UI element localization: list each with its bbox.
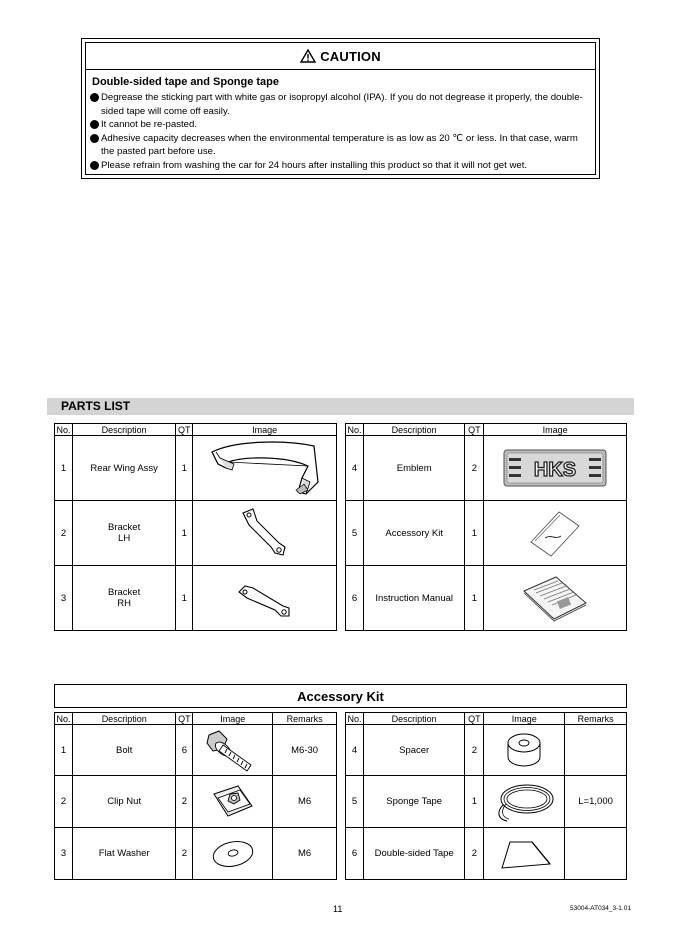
row-image [193, 566, 337, 631]
row-qt: 2 [465, 725, 484, 776]
col-image: Image [193, 424, 337, 436]
row-image [484, 776, 565, 828]
row-image [484, 436, 627, 501]
row-description: Clip Nut [72, 776, 175, 828]
row-image [484, 501, 627, 566]
row-description: Emblem [363, 436, 464, 501]
row-no: 1 [55, 725, 73, 776]
parts-list-title: PARTS LIST [61, 399, 131, 413]
table-row [346, 776, 627, 828]
row-qt: 1 [176, 566, 193, 631]
row-qt: 1 [176, 501, 193, 566]
bullet-icon [90, 161, 99, 170]
bracket-lh-icon [235, 507, 295, 559]
table-row [346, 436, 627, 501]
row-qt: 2 [465, 436, 484, 501]
row-no: 5 [346, 501, 364, 566]
bag-icon [527, 508, 583, 558]
col-qt: QT [176, 713, 193, 725]
table-row [55, 436, 337, 501]
row-no: 2 [55, 501, 73, 566]
spacer-icon [502, 729, 546, 771]
row-qt: 1 [465, 501, 484, 566]
accessory-table-left [54, 712, 337, 880]
col-qt: QT [465, 713, 484, 725]
col-qt: QT [176, 424, 193, 436]
table-row [55, 501, 337, 566]
table-row [55, 725, 337, 776]
table-row [346, 725, 627, 776]
col-no: No. [347, 713, 362, 724]
sponge-tape-icon [489, 777, 559, 827]
row-no: 2 [55, 776, 73, 828]
row-remarks [565, 725, 627, 776]
row-qt: 6 [176, 725, 193, 776]
caution-box [81, 38, 600, 179]
caution-header [86, 43, 595, 70]
manual-icon [520, 573, 590, 623]
bullet-icon [90, 93, 99, 102]
col-remarks: Remarks [273, 713, 337, 725]
row-description: Spacer [363, 725, 464, 776]
emblem-text: HKS [534, 459, 577, 481]
bolt-icon [203, 727, 263, 773]
row-qt: 1 [176, 436, 193, 501]
row-no: 3 [55, 828, 73, 880]
row-qt: 2 [465, 828, 484, 880]
row-qt: 1 [465, 566, 484, 631]
col-image: Image [484, 713, 565, 725]
caution-item: It cannot be re-pasted. [90, 118, 589, 132]
table-row [55, 828, 337, 880]
row-description: Bracket LH [72, 501, 175, 566]
caution-item: Degrease the sticking part with white gas or isopropyl alcohol (IPA). If you do not degrease it properly, the double-sided tape will come off easily. [90, 91, 589, 118]
accessory-kit-title: Accessory Kit [54, 684, 627, 708]
washer-icon [208, 836, 258, 872]
table-row [55, 776, 337, 828]
row-description: Sponge Tape [363, 776, 464, 828]
clip-nut-icon [208, 782, 258, 822]
caution-subtitle: Double-sided tape and Sponge tape [92, 76, 280, 88]
row-remarks: M6 [273, 776, 337, 828]
table-row [346, 828, 627, 880]
bullet-icon [90, 134, 99, 143]
row-no: 5 [346, 776, 364, 828]
row-remarks: L=1,000 [565, 776, 627, 828]
row-no: 4 [346, 725, 364, 776]
row-qt: 1 [465, 776, 484, 828]
bullet-icon [90, 120, 99, 129]
row-no: 4 [346, 436, 364, 501]
col-description: Description [72, 424, 175, 436]
row-image [193, 828, 273, 880]
row-image [193, 776, 273, 828]
row-description: Accessory Kit [363, 501, 464, 566]
row-no: 6 [346, 566, 364, 631]
row-image [193, 501, 337, 566]
col-remarks: Remarks [565, 713, 627, 725]
rear-wing-icon [206, 438, 324, 498]
table-row [346, 501, 627, 566]
parts-table-left [54, 423, 337, 631]
col-no: No. [56, 424, 71, 435]
parts-list-header [47, 398, 634, 415]
warning-triangle-icon [300, 49, 316, 63]
caution-list [90, 91, 589, 172]
row-image [193, 725, 273, 776]
row-description: Double-sided Tape [363, 828, 464, 880]
caution-item: Please refrain from washing the car for 24 hours after installing this product so that it will not get wet. [90, 159, 589, 173]
row-no: 3 [55, 566, 73, 631]
row-description: Rear Wing Assy [72, 436, 175, 501]
col-description: Description [363, 424, 464, 436]
row-no: 6 [346, 828, 364, 880]
col-image: Image [484, 424, 627, 436]
parts-table-right [345, 423, 627, 631]
double-sided-tape-icon [492, 836, 556, 872]
col-qt: QT [465, 424, 484, 436]
row-remarks [565, 828, 627, 880]
row-image [193, 436, 337, 501]
page-number: 11 [333, 904, 343, 914]
document-code: 53004-AT034_3-1.01 [570, 905, 631, 912]
caution-item: Adhesive capacity decreases when the environmental temperature is as low as 20 ℃ or less. In that case, warm the pasted part before use. [90, 132, 589, 159]
row-description: Bolt [72, 725, 175, 776]
col-description: Description [363, 713, 464, 725]
row-no: 1 [55, 436, 73, 501]
bracket-rh-icon [235, 576, 295, 620]
table-row [55, 566, 337, 631]
col-image: Image [193, 713, 273, 725]
col-description: Description [72, 713, 175, 725]
row-description: Bracket RH [72, 566, 175, 631]
row-remarks: M6-30 [273, 725, 337, 776]
row-qt: 2 [176, 776, 193, 828]
row-image [484, 828, 565, 880]
col-no: No. [347, 424, 362, 435]
row-description: Flat Washer [72, 828, 175, 880]
row-remarks: M6 [273, 828, 337, 880]
row-image [484, 725, 565, 776]
row-qt: 2 [176, 828, 193, 880]
caution-title: CAUTION [320, 48, 381, 64]
row-image [484, 566, 627, 631]
hks-emblem-icon [503, 449, 607, 487]
col-no: No. [56, 713, 71, 724]
accessory-table-right [345, 712, 627, 880]
row-description: Instruction Manual [363, 566, 464, 631]
table-row [346, 566, 627, 631]
